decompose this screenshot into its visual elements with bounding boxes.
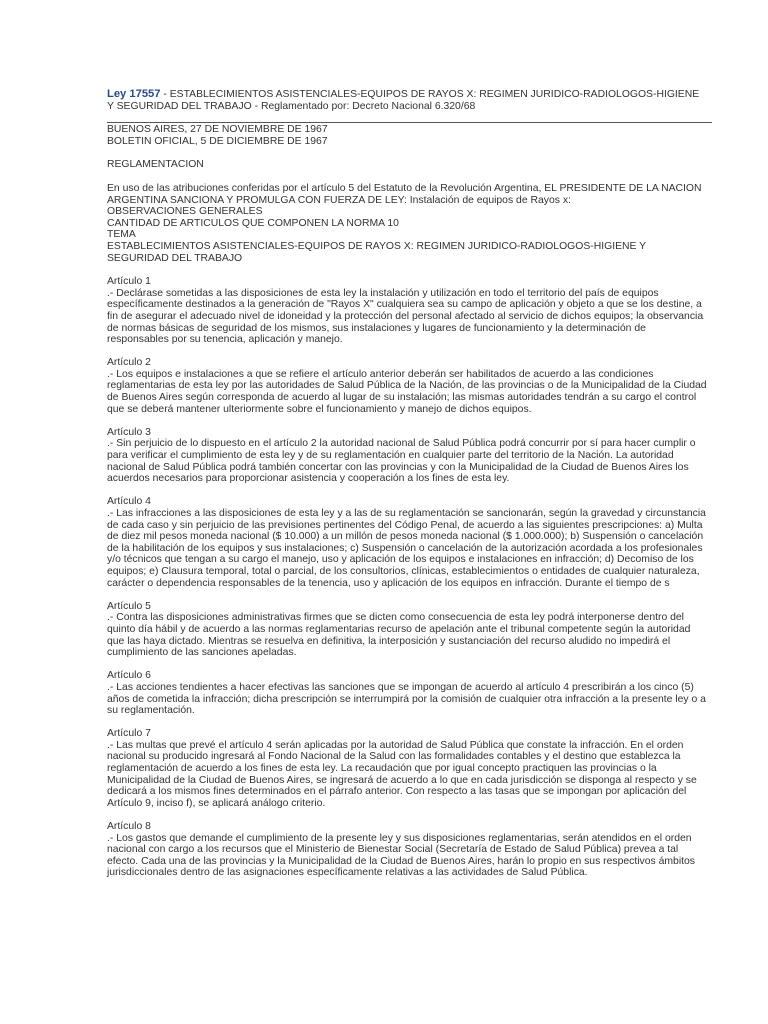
tema-heading: TEMA <box>107 229 136 241</box>
tema-text: ESTABLECIMIENTOS ASISTENCIALES-EQUIPOS DE RAYOS X: REGIMEN JURIDICO-RADIOLOGOS-HIGIENE Y SEGURIDAD DEL TRABAJO <box>107 240 646 264</box>
article-7 <box>107 728 708 809</box>
article-6 <box>107 670 708 716</box>
article-text: .- Contra las disposiciones administrativas firmes que se dicten como consecuencia de esta ley podrá interponerse dentro del quinto día hábil y de acuerdo a las normas reglamentarias recurso de apelación ante el tribunal competente según la autoridad que las haya dictado. Mientras se resuelva en definitiva, la interposición y sustanciación del recurso aludido no impedirá el cumplimiento de las sanciones apeladas. <box>107 612 691 659</box>
city-date: BUENOS AIRES, 27 DE NOVIEMBRE DE 1967 <box>107 124 328 136</box>
article-text: .- Las multas que prevé el artículo 4 serán aplicadas por la autoridad de Salud Pública que constate la infracción. En el orden nacional su producido ingresará al Fondo Nacional de la Salud con las formalidades contables y el destino que establezca la reglamentación de acuerdo a los fines de esta ley. La recaudación que por igual concepto practiquen las provincias o la Municipalidad de la Ciudad de Buenos Aires, se ingresará de acuerdo a lo que en cada jurisdicción se disponga al respecto y se dedicará a los mismos fines determinados en el párrafo anterior. Con respecto a las tasas que se impongan por aplicación del Artículo 9, inciso f), se aplicará análogo criterio. <box>107 739 697 809</box>
article-text: .- Los gastos que demande el cumplimiento de la presente ley y sus disposiciones reglamentarias, serán atendidos en el orden nacional con cargo a los recursos que el Ministerio de Bienestar Social (Secretaría de Estado de Salud Pública) prevea a tal efecto. Cada una de las provincias y la Municipalidad de la Ciudad de Buenos Aires, harán lo propio en sus respectivos ámbitos jurisdiccionales dentro de las asignaciones específicamente relativas a las actividades de Salud Pública. <box>107 832 695 879</box>
article-title: Artículo 1 <box>107 276 151 288</box>
article-3 <box>107 427 708 485</box>
article-title: Artículo 7 <box>107 728 151 740</box>
article-1 <box>107 276 708 346</box>
document-header <box>107 89 708 112</box>
dates-block <box>107 124 708 147</box>
boletin-oficial: BOLETIN OFICIAL, 5 DE DICIEMBRE DE 1967 <box>107 135 328 147</box>
article-count: CANTIDAD DE ARTICULOS QUE COMPONEN LA NORMA 10 <box>107 217 399 229</box>
reglamentacion-heading: REGLAMENTACION <box>107 159 204 171</box>
article-text: .- Las acciones tendientes a hacer efectivas las sanciones que se impongan de acuerdo al artículo 4 prescribirán a los cinco (5) años de cometida la infracción; dicha prescripción se interrumpirá por la comisión de cualquier otra infracción a la presente ley o a su reglamentación. <box>107 681 706 717</box>
article-title: Artículo 6 <box>107 670 151 682</box>
law-number-link[interactable]: Ley 17557 <box>107 88 161 100</box>
article-text: .- Sin perjuicio de lo dispuesto en el artículo 2 la autoridad nacional de Salud Pública podrá concurrir por sí para hacer cumplir o para verificar el cumplimiento de esta ley y de su reglamentación en cualquier parte del territorio de la Nación. La autoridad nacional de Salud Pública podrá también concertar con las provincias y con la Municipalidad de la Ciudad de Buenos Aires los acuerdos necesarios para proporcionar asistencia y cooperación a los fines de esta ley. <box>107 438 696 485</box>
article-text: .- Los equipos e instalaciones a que se refiere el artículo anterior deberán ser habilitados de acuerdo a las condiciones reglamentarias de esta ley por las autoridades de Salud Pública de la Nación, de las provincias o de la Municipalidad de la Ciudad de Buenos Aires según corresponda de acuerdo al lugar de su instalación; las mismas autoridades tendrán a su cargo el control que se deberá mantener ulteriormente sobre el funcionamiento y manejo de dichos equipos. <box>107 368 707 415</box>
article-title: Artículo 2 <box>107 357 151 369</box>
header-divider <box>107 122 712 123</box>
article-2 <box>107 357 708 415</box>
article-text: .- Declárase sometidas a las disposiciones de esta ley la instalación y utilización en todo el territorio del país de equipos específicamente destinados a la generación de "Rayos X" cualquiera sea su campo de aplicación y objeto a que se los destine, a fin de asegurar el adecuado nivel de idoneidad y la protección del personal afectado al servicio de dichos equipos; la observancia de normas básicas de seguridad de los mismos, sus instalaciones y lugares de funcionamiento y la determinación de responsables por su tenencia, aplicación y manejo. <box>107 287 704 346</box>
article-8 <box>107 821 708 879</box>
preamble <box>107 183 708 264</box>
article-title: Artículo 3 <box>107 426 151 438</box>
article-5 <box>107 601 708 659</box>
law-title: - ESTABLECIMIENTOS ASISTENCIALES-EQUIPOS DE RAYOS X: REGIMEN JURIDICO-RADIOLOGOS-HIGIENE Y SEGURIDAD DEL TRABAJO - Reglamentado por: Decreto Nacional 6.320/68 <box>107 89 700 112</box>
article-title: Artículo 4 <box>107 496 151 508</box>
article-title: Artículo 8 <box>107 821 151 833</box>
article-4 <box>107 496 708 589</box>
observaciones-heading: OBSERVACIONES GENERALES <box>107 206 263 218</box>
article-title: Artículo 5 <box>107 600 151 612</box>
article-text: .- Las infracciones a las disposiciones de esta ley y a las de su reglamentación se sancionarán, según la gravedad y circunstancia de cada caso y sin perjuicio de las previsiones pertinentes del Código Penal, de acuerdo a las siguientes prescripciones: a) Multa de diez mil pesos moneda nacional ($ 10.000) a un millón de pesos moneda nacional ($ 1.000.000); b) Suspensión o cancelación de la habilitación de los equipos y sus instalaciones; c) Suspensión o cancelación de la autorización acordada a los profesionales y/o técnicos que tengan a su cargo el manejo, uso y aplicación de los equipos e instalaciones en infracción; d) Decomiso de los equipos; e) Clausura temporal, total o parcial, de los consultorios, clínicas, establecimientos o entidades de cualquier naturaleza, carácter o dependencia responsables de la tenencia, uso y aplicación de los equipos en infracción. Durante el tiempo de s <box>107 508 706 589</box>
preamble-text: En uso de las atribuciones conferidas por el artículo 5 del Estatuto de la Revolución Argentina, EL PRESIDENTE DE LA NACION ARGENTINA SANCIONA Y PROMULGA CON FUERZA DE LEY: Instalación de equipos de Rayos x: <box>107 182 702 206</box>
